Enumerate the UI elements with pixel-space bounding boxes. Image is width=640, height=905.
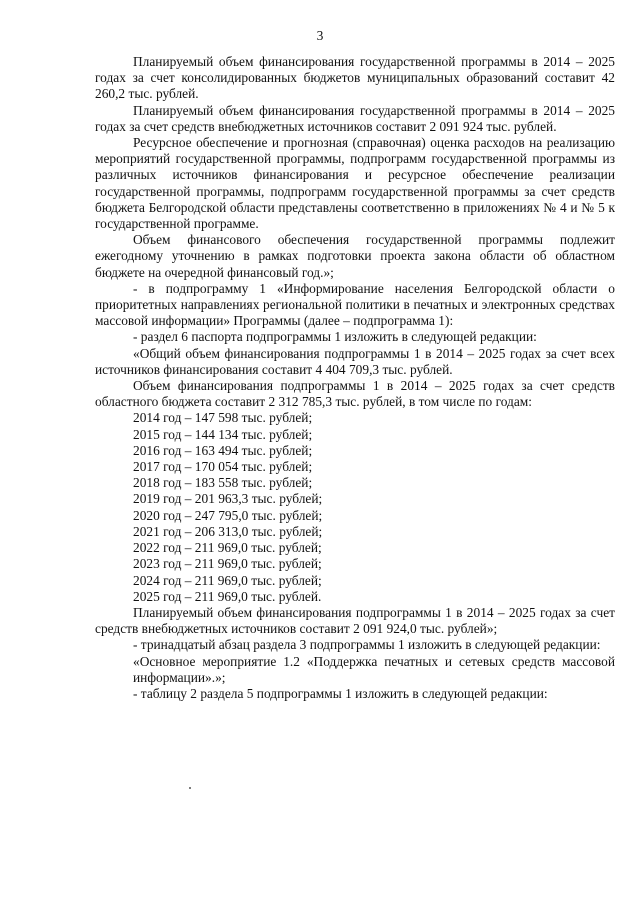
paragraph-table-2: - таблицу 2 раздела 5 подпрограммы 1 изложить в следующей редакции:	[133, 685, 548, 701]
paragraph-regional-budget: Объем финансирования подпрограммы 1 в 2014 – 2025 годах за счет средств областного бюджета составит 2 312 785,3 тыс. рублей, в том числе по годам:	[95, 378, 615, 410]
list-item: 2018 год – 183 558 тыс. рублей;	[133, 475, 313, 491]
paragraph-subprogram-1-intro: - в подпрограмму 1 «Информирование населения Белгородской области о приоритетных направлениях региональной политики в печатных и электронных средствах массовой информации» Программы (далее – подпрограмма 1):	[95, 280, 615, 329]
document-body	[95, 54, 615, 702]
page-number: 3	[316, 28, 324, 43]
list-item: 2022 год – 211 969,0 тыс. рублей;	[133, 540, 322, 556]
yearly-funding-list	[95, 410, 615, 604]
paragraph-planned-extrabudgetary: Планируемый объем финансирования подпрограммы 1 в 2014 – 2025 годах за счет средств внебюджетных источников составит 2 091 924,0 тыс. рублей»;	[95, 604, 615, 637]
list-item: 2017 год – 170 054 тыс. рублей;	[133, 459, 313, 475]
list-item: 2014 год – 147 598 тыс. рублей;	[133, 410, 313, 426]
list-item: 2015 год – 144 134 тыс. рублей;	[133, 426, 313, 442]
paragraph-section-6-passport: - раздел 6 паспорта подпрограммы 1 изложить в следующей редакции:	[133, 329, 537, 345]
list-item: 2020 год – 247 795,0 тыс. рублей;	[133, 507, 323, 523]
list-item: 2021 год – 206 313,0 тыс. рублей;	[133, 523, 323, 539]
list-item: 2016 год – 163 494 тыс. рублей;	[133, 442, 313, 458]
paragraph-main-activity-1-2: «Основное мероприятие 1.2 «Поддержка печатных и сетевых средств массовой информации».»;	[133, 653, 615, 685]
list-item: 2025 год – 211 969,0 тыс. рублей.	[133, 588, 322, 604]
paragraph-resource-provision: Ресурсное обеспечение и прогнозная (справочная) оценка расходов на реализацию мероприятий государственной программы, подпрограмм государственной программы из различных источников финансирования и ресурсное обеспечение реализации государственной программы, подпрограмм государственной программы за счет средств бюджета Белгородской области представлены соответственно в приложениях № 4 и № 5 к государственной программе.	[95, 135, 615, 232]
list-item: 2023 год – 211 969,0 тыс. рублей;	[133, 556, 322, 572]
list-item: 2019 год – 201 963,3 тыс. рублей;	[133, 491, 323, 507]
scan-speck	[189, 787, 191, 789]
paragraph-consolidated-budgets: Планируемый объем финансирования государственной программы в 2014 – 2025 годах за счет консолидированных бюджетов муниципальных образований составит 42 260,2 тыс. рублей.	[95, 54, 615, 102]
paragraph-thirteenth-abzac: - тринадцатый абзац раздела 3 подпрограммы 1 изложить в следующей редакции:	[133, 637, 601, 653]
paragraph-extrabudgetary-sources: Планируемый объем финансирования государственной программы в 2014 – 2025 годах за счет средств внебюджетных источников составит 2 091 924 тыс. рублей.	[95, 102, 615, 134]
paragraph-total-funding: «Общий объем финансирования подпрограммы 1 в 2014 – 2025 годах за счет всех источников финансирования составит 4 404 709,3 тыс. рублей.	[95, 345, 615, 377]
list-item: 2024 год – 211 969,0 тыс. рублей;	[133, 572, 322, 588]
paragraph-annual-adjustment: Объем финансового обеспечения государственной программы подлежит ежегодному уточнению в рамках подготовки проекта закона области об областном бюджете на очередной финансовый год.»;	[95, 232, 615, 280]
